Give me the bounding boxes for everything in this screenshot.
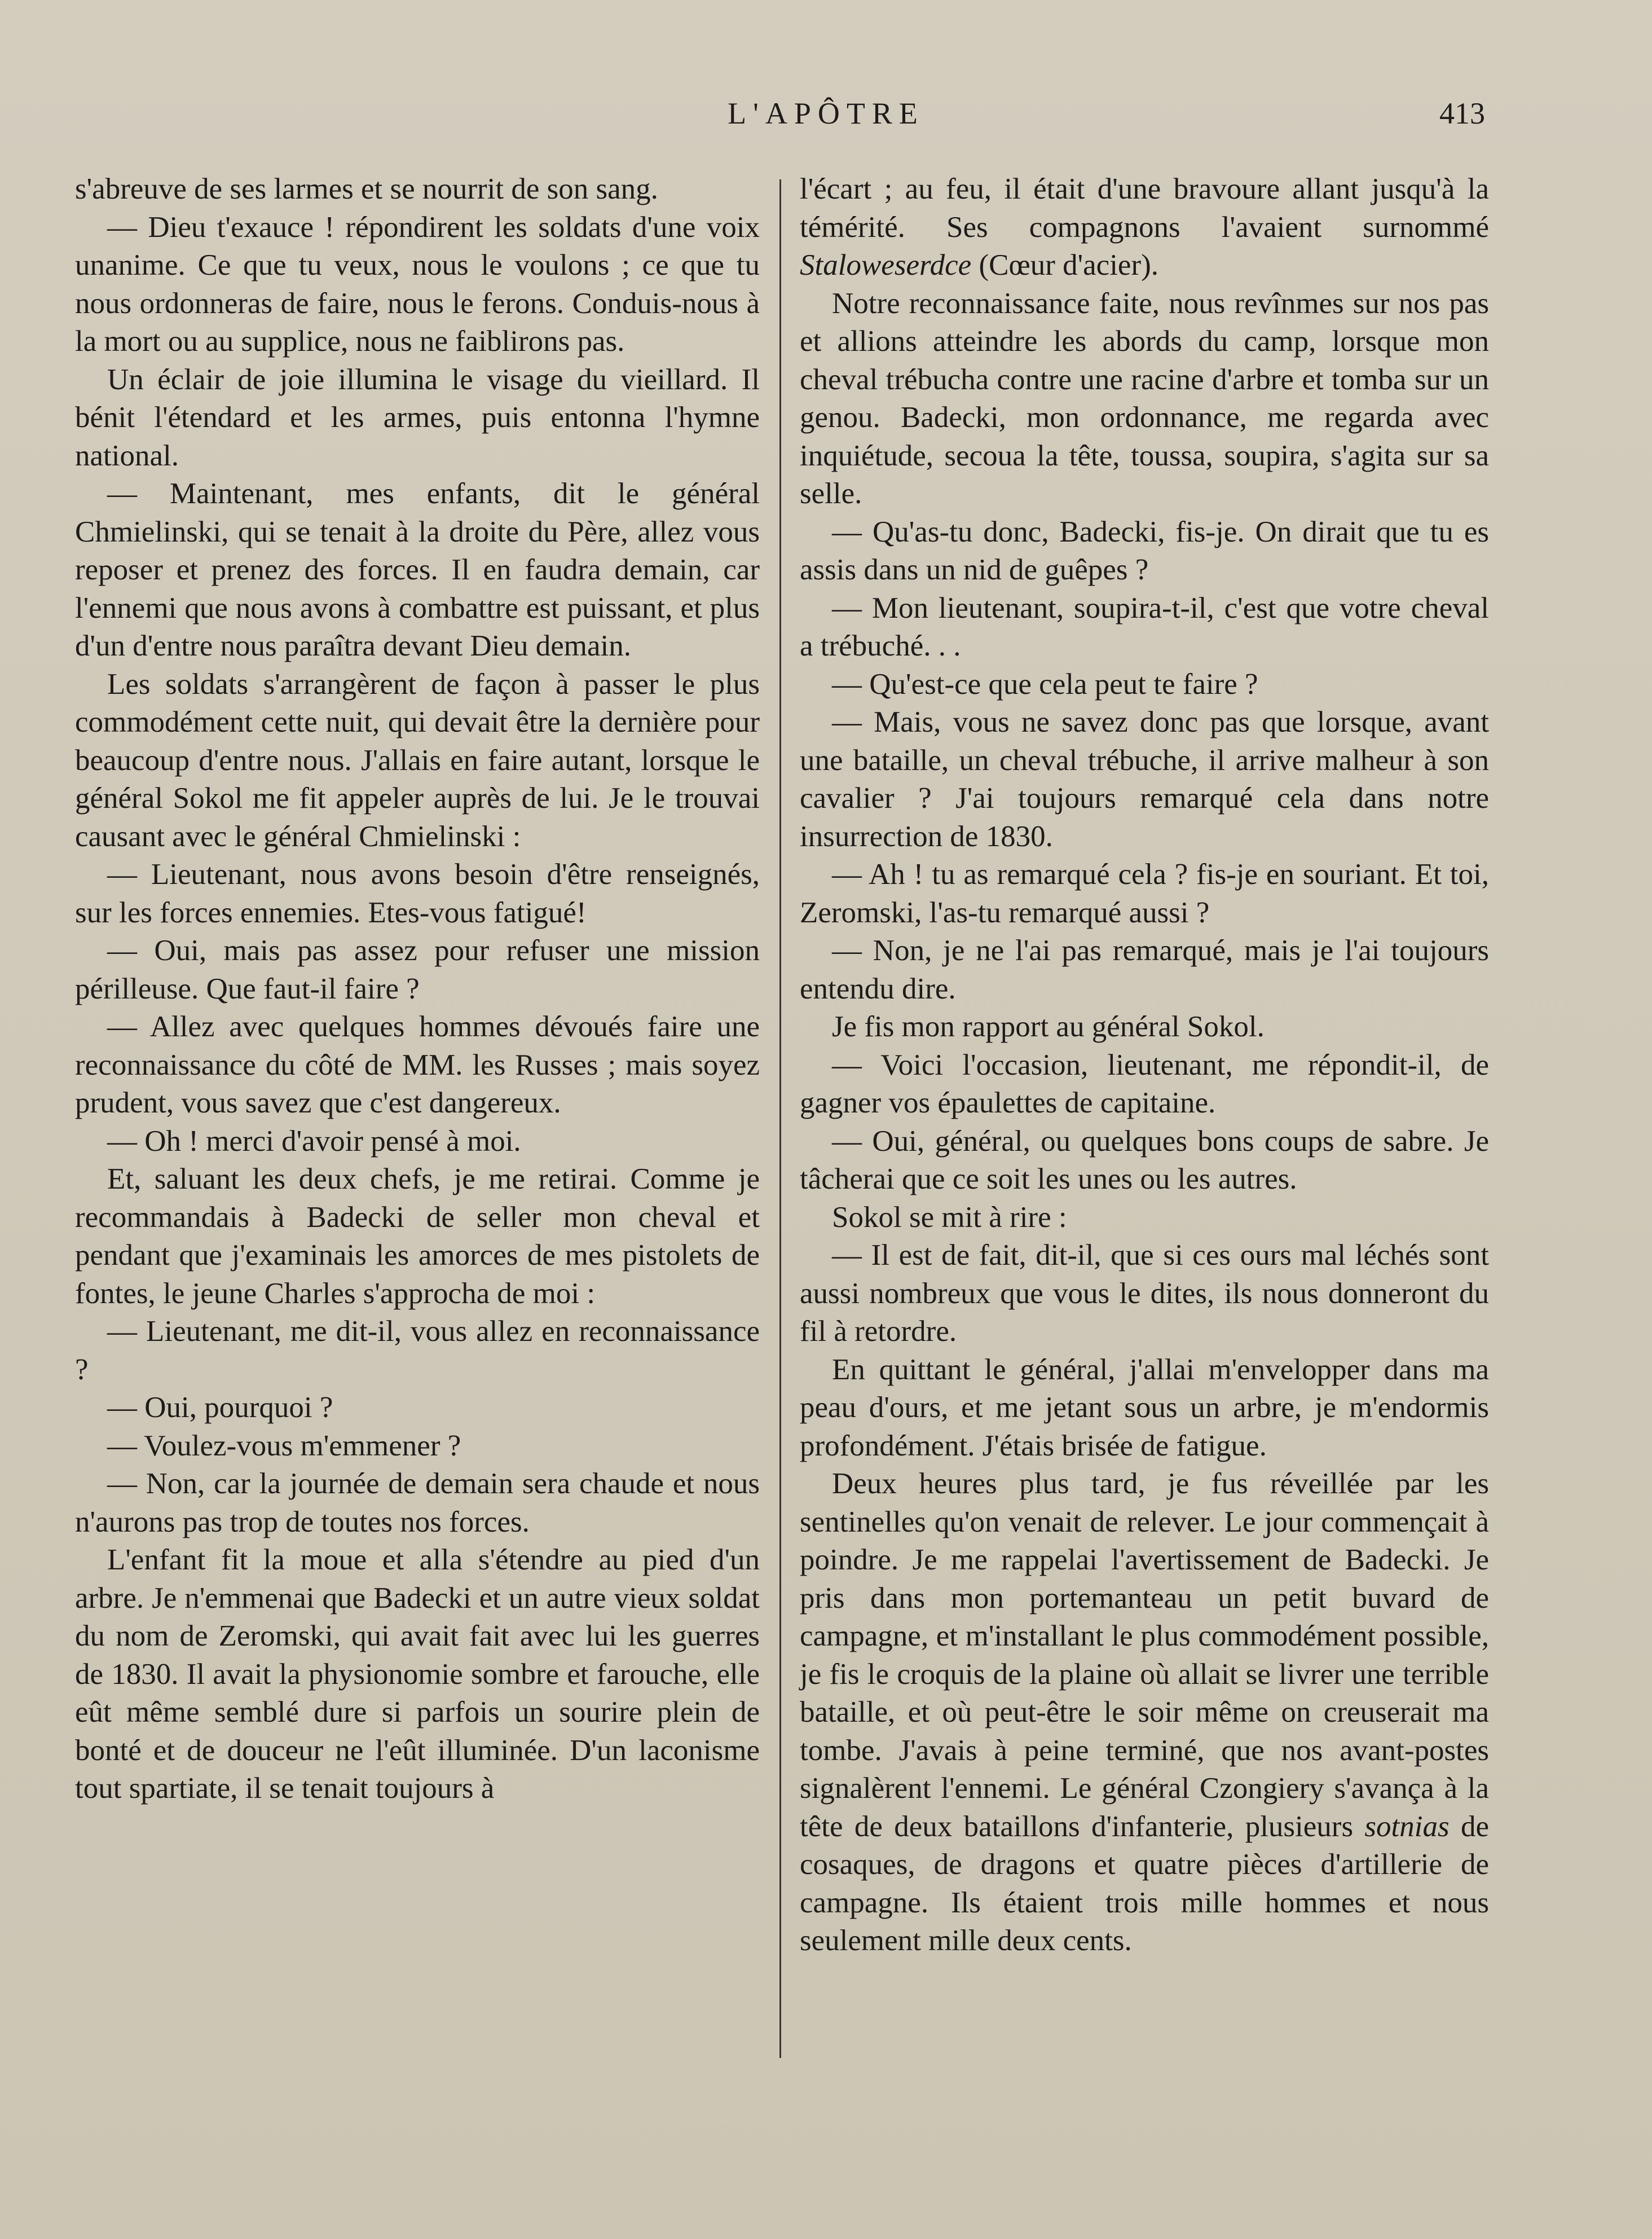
paragraph: Je fis mon rapport au général Sokol.: [832, 1010, 1265, 1043]
italic-term: sotnias: [1364, 1810, 1450, 1843]
paragraph: Les soldats s'arrangèrent de façon à passer le plus commodément cette nuit, qui devait être la dernière pour beaucoup d'entre nous. J'allais en faire autant, lorsque le général Sokol me fit appeler auprès de lui. Je le trouvai causant avec le général Chmielinski :: [75, 667, 760, 853]
right-column: [800, 170, 1489, 1960]
paragraph: — Dieu t'exauce ! répondirent les soldats d'une voix unanime. Ce que tu veux, nous le voulons ; ce que tu nous ordonneras de faire, nous le ferons. Conduis-nous à la mort ou au supplice, nous ne faiblirons pas.: [75, 210, 760, 358]
paragraph: — Qu'as-tu donc, Badecki, fis-je. On dirait que tu es assis dans un nid de guêpes ?: [800, 515, 1489, 586]
paragraph: — Voulez-vous m'emmener ?: [107, 1429, 461, 1462]
paragraph-text: de cosaques, de dragons et quatre pièces d'artillerie de campagne. Ils étaient trois mille hommes et nous seulement mille deux cents.: [800, 1810, 1489, 1957]
paragraph-text: Deux heures plus tard, je fus réveillée par les sentinelles qu'on venait de relever. Le jour commençait à poindre. Je me rappelai l'avertissement de Badecki. Je pris dans mon portemanteau un petit buvard de campagne, et m'installant le plus commodément possible, je fis le croquis de la plaine où allait se livrer une terrible bataille, et où peut-être le soir même on creuserait ma tombe. J'avais à peine terminé, que nos avant-postes signalèrent l'ennemi. Le général Czongiery s'avança à la tête de deux bataillons d'infanterie, plusieurs: [800, 1467, 1489, 1843]
running-head: [0, 96, 1652, 141]
paragraph: Un éclair de joie illumina le visage du vieillard. Il bénit l'étendard et les armes, puis entonna l'hymne national.: [75, 363, 760, 472]
paragraph: — Il est de fait, dit-il, que si ces ours mal léchés sont aussi nombreux que vous le dites, ils nous donneront du fil à retordre.: [800, 1239, 1489, 1348]
paragraph: — Non, car la journée de demain sera chaude et nous n'aurons pas trop de toutes nos forces.: [75, 1467, 760, 1538]
paragraph: — Allez avec quelques hommes dévoués faire une reconnaissance du côté de MM. les Russes ; mais soyez prudent, vous savez que c'est dangereux.: [75, 1010, 760, 1119]
page-number: 413: [1439, 96, 1485, 130]
paragraph: Et, saluant les deux chefs, je me retirai. Comme je recommandais à Badecki de seller mon cheval et pendant que j'examinais les amorces de mes pistolets de fontes, le jeune Charles s'approcha de moi :: [75, 1163, 760, 1310]
paragraph: [800, 1465, 1489, 1960]
running-title: L'APÔTRE: [728, 96, 924, 130]
paragraph: — Mais, vous ne savez donc pas que lorsque, avant une bataille, un cheval trébuche, il arrive malheur à son cavalier ? J'ai toujours remarqué cela dans notre insurrection de 1830.: [800, 706, 1489, 853]
paragraph: — Oui, mais pas assez pour refuser une mission périlleuse. Que faut-il faire ?: [75, 934, 760, 1005]
left-column: [75, 170, 760, 1808]
paragraph-text: (Cœur d'acier).: [971, 249, 1159, 281]
paragraph: — Lieutenant, nous avons besoin d'être renseignés, sur les forces ennemies. Etes-vous fatigué!: [75, 858, 760, 929]
paragraph: — Mon lieutenant, soupira-t-il, c'est que votre cheval a trébuché. . .: [800, 591, 1489, 662]
paragraph: L'enfant fit la moue et alla s'étendre au pied d'un arbre. Je n'emmenai que Badecki et un autre vieux soldat du nom de Zeromski, qui avait fait avec lui les guerres de 1830. Il avait la physionomie sombre et farouche, elle eût même semblé dure si parfois un sourire plein de bonté et de douceur ne l'eût illuminée. D'un laconisme tout spartiate, il se tenait toujours à: [75, 1543, 760, 1805]
paragraph: — Ah ! tu as remarqué cela ? fis-je en souriant. Et toi, Zeromski, l'as-tu remarqué aussi ?: [800, 858, 1489, 929]
paragraph: — Voici l'occasion, lieutenant, me répondit-il, de gagner vos épaulettes de capitaine.: [800, 1048, 1489, 1119]
paragraph: — Oh ! merci d'avoir pensé à moi.: [107, 1124, 521, 1158]
paragraph: s'abreuve de ses larmes et se nourrit de son sang.: [75, 173, 658, 205]
paragraph: — Oui, pourquoi ?: [107, 1391, 333, 1424]
paragraph: — Lieutenant, me dit-il, vous allez en reconnaissance ?: [75, 1315, 760, 1386]
paragraph: — Qu'est-ce que cela peut te faire ?: [832, 667, 1258, 701]
paragraph: Notre reconnaissance faite, nous revînmes sur nos pas et allions atteindre les abords du camp, lorsque mon cheval trébucha contre une racine d'arbre et tomba sur un genou. Badecki, mon ordonnance, me regarda avec inquiétude, secoua la tête, toussa, soupira, s'agita sur sa selle.: [800, 287, 1489, 510]
paragraph: — Oui, général, ou quelques bons coups de sabre. Je tâcherai que ce soit les unes ou les autres.: [800, 1124, 1489, 1195]
paragraph: [800, 170, 1489, 285]
paragraph: Sokol se mit à rire :: [832, 1200, 1067, 1234]
paragraph: — Maintenant, mes enfants, dit le général Chmielinski, qui se tenait à la droite du Père, allez vous reposer et prenez des forces. Il en faudra demain, car l'ennemi que nous avons à combattre est puissant, et plus d'un d'entre nous paraîtra devant Dieu demain.: [75, 477, 760, 662]
column-divider: [779, 179, 781, 2058]
italic-term: Staloweserdce: [800, 249, 972, 281]
paragraph-text: l'écart ; au feu, il était d'une bravoure allant jusqu'à la témérité. Ses compagnons l'avaient surnommé: [800, 173, 1489, 244]
paragraph: — Non, je ne l'ai pas remarqué, mais je l'ai toujours entendu dire.: [800, 934, 1489, 1005]
paragraph: En quittant le général, j'allai m'envelopper dans ma peau d'ours, et me jetant sous un arbre, je m'endormis profondément. J'étais brisée de fatigue.: [800, 1353, 1489, 1462]
